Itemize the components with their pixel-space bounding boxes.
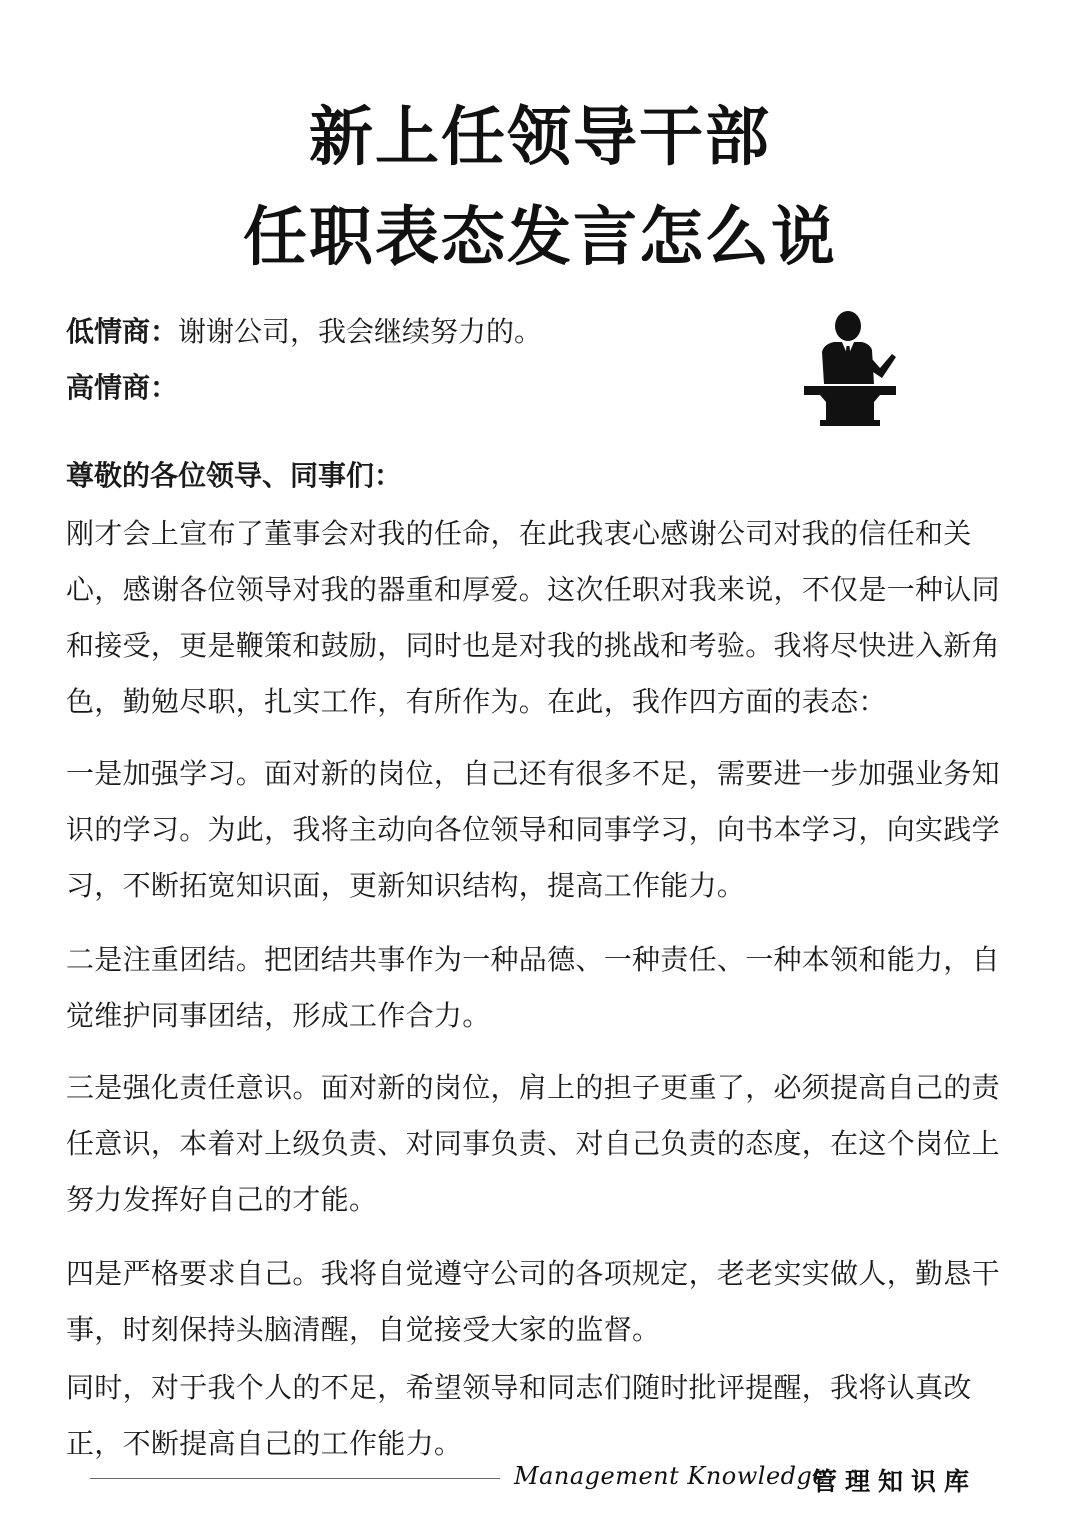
page-title-line-2: 任职表态发言怎么说: [243, 201, 837, 275]
intro-paragraph: 刚才会上宣布了董事会对我的任命，在此我衷心感谢公司对我的信任和关心，感谢各位领导对我的器重和厚爱。这次任职对我来说，不仅是一种认同和接受，更是鞭策和鼓励，同时也是对我的挑战和考验。我将尽快进入新角色，勤勉尽职，扎实工作，有所作为。在此，我作四方面的表态：: [66, 517, 1000, 718]
high-eq-row: [66, 368, 178, 408]
low-eq-label: 低情商：: [66, 315, 179, 348]
speaker-at-podium-icon: [800, 310, 900, 428]
page-title-line-1: 新上任领导干部: [309, 101, 771, 175]
footer-brand-chinese: 管理知识库: [812, 1467, 978, 1496]
footer-brand-english: Management Knowledge: [514, 1462, 828, 1490]
point-2-paragraph: 二是注重团结。把团结共事作为一种品德、一种责任、一种本领和能力，自觉维护同事团结，形成工作合力。: [66, 943, 1000, 1032]
point-1-paragraph: 一是加强学习。面对新的岗位，自己还有很多不足，需要进一步加强业务知识的学习。为此，我将主动向各位领导和同事学习，向书本学习，向实践学习，不断拓宽知识面，更新知识结构，提高工作能力。: [66, 757, 1000, 902]
footer-divider: [90, 1478, 500, 1479]
point-4-paragraph: 四是严格要求自己。我将自觉遵守公司的各项规定，老老实实做人，勤恳干事，时刻保持头脑清醒，自觉接受大家的监督。: [66, 1257, 1000, 1346]
closing-paragraph: 同时，对于我个人的不足，希望领导和同志们随时批评提醒，我将认真改正，不断提高自己的工作能力。: [66, 1371, 972, 1460]
point-3-paragraph: 三是强化责任意识。面对新的岗位，肩上的担子更重了，必须提高自己的责任意识，本着对上级负责、对同事负责、对自己负责的态度，在这个岗位上努力发挥好自己的才能。: [66, 1071, 1000, 1216]
high-eq-label: 高情商：: [66, 371, 179, 404]
low-eq-row: [66, 312, 542, 352]
low-eq-text: 谢谢公司，我会继续努力的。: [178, 315, 543, 348]
salutation: 尊敬的各位领导、同事们：: [66, 459, 403, 492]
